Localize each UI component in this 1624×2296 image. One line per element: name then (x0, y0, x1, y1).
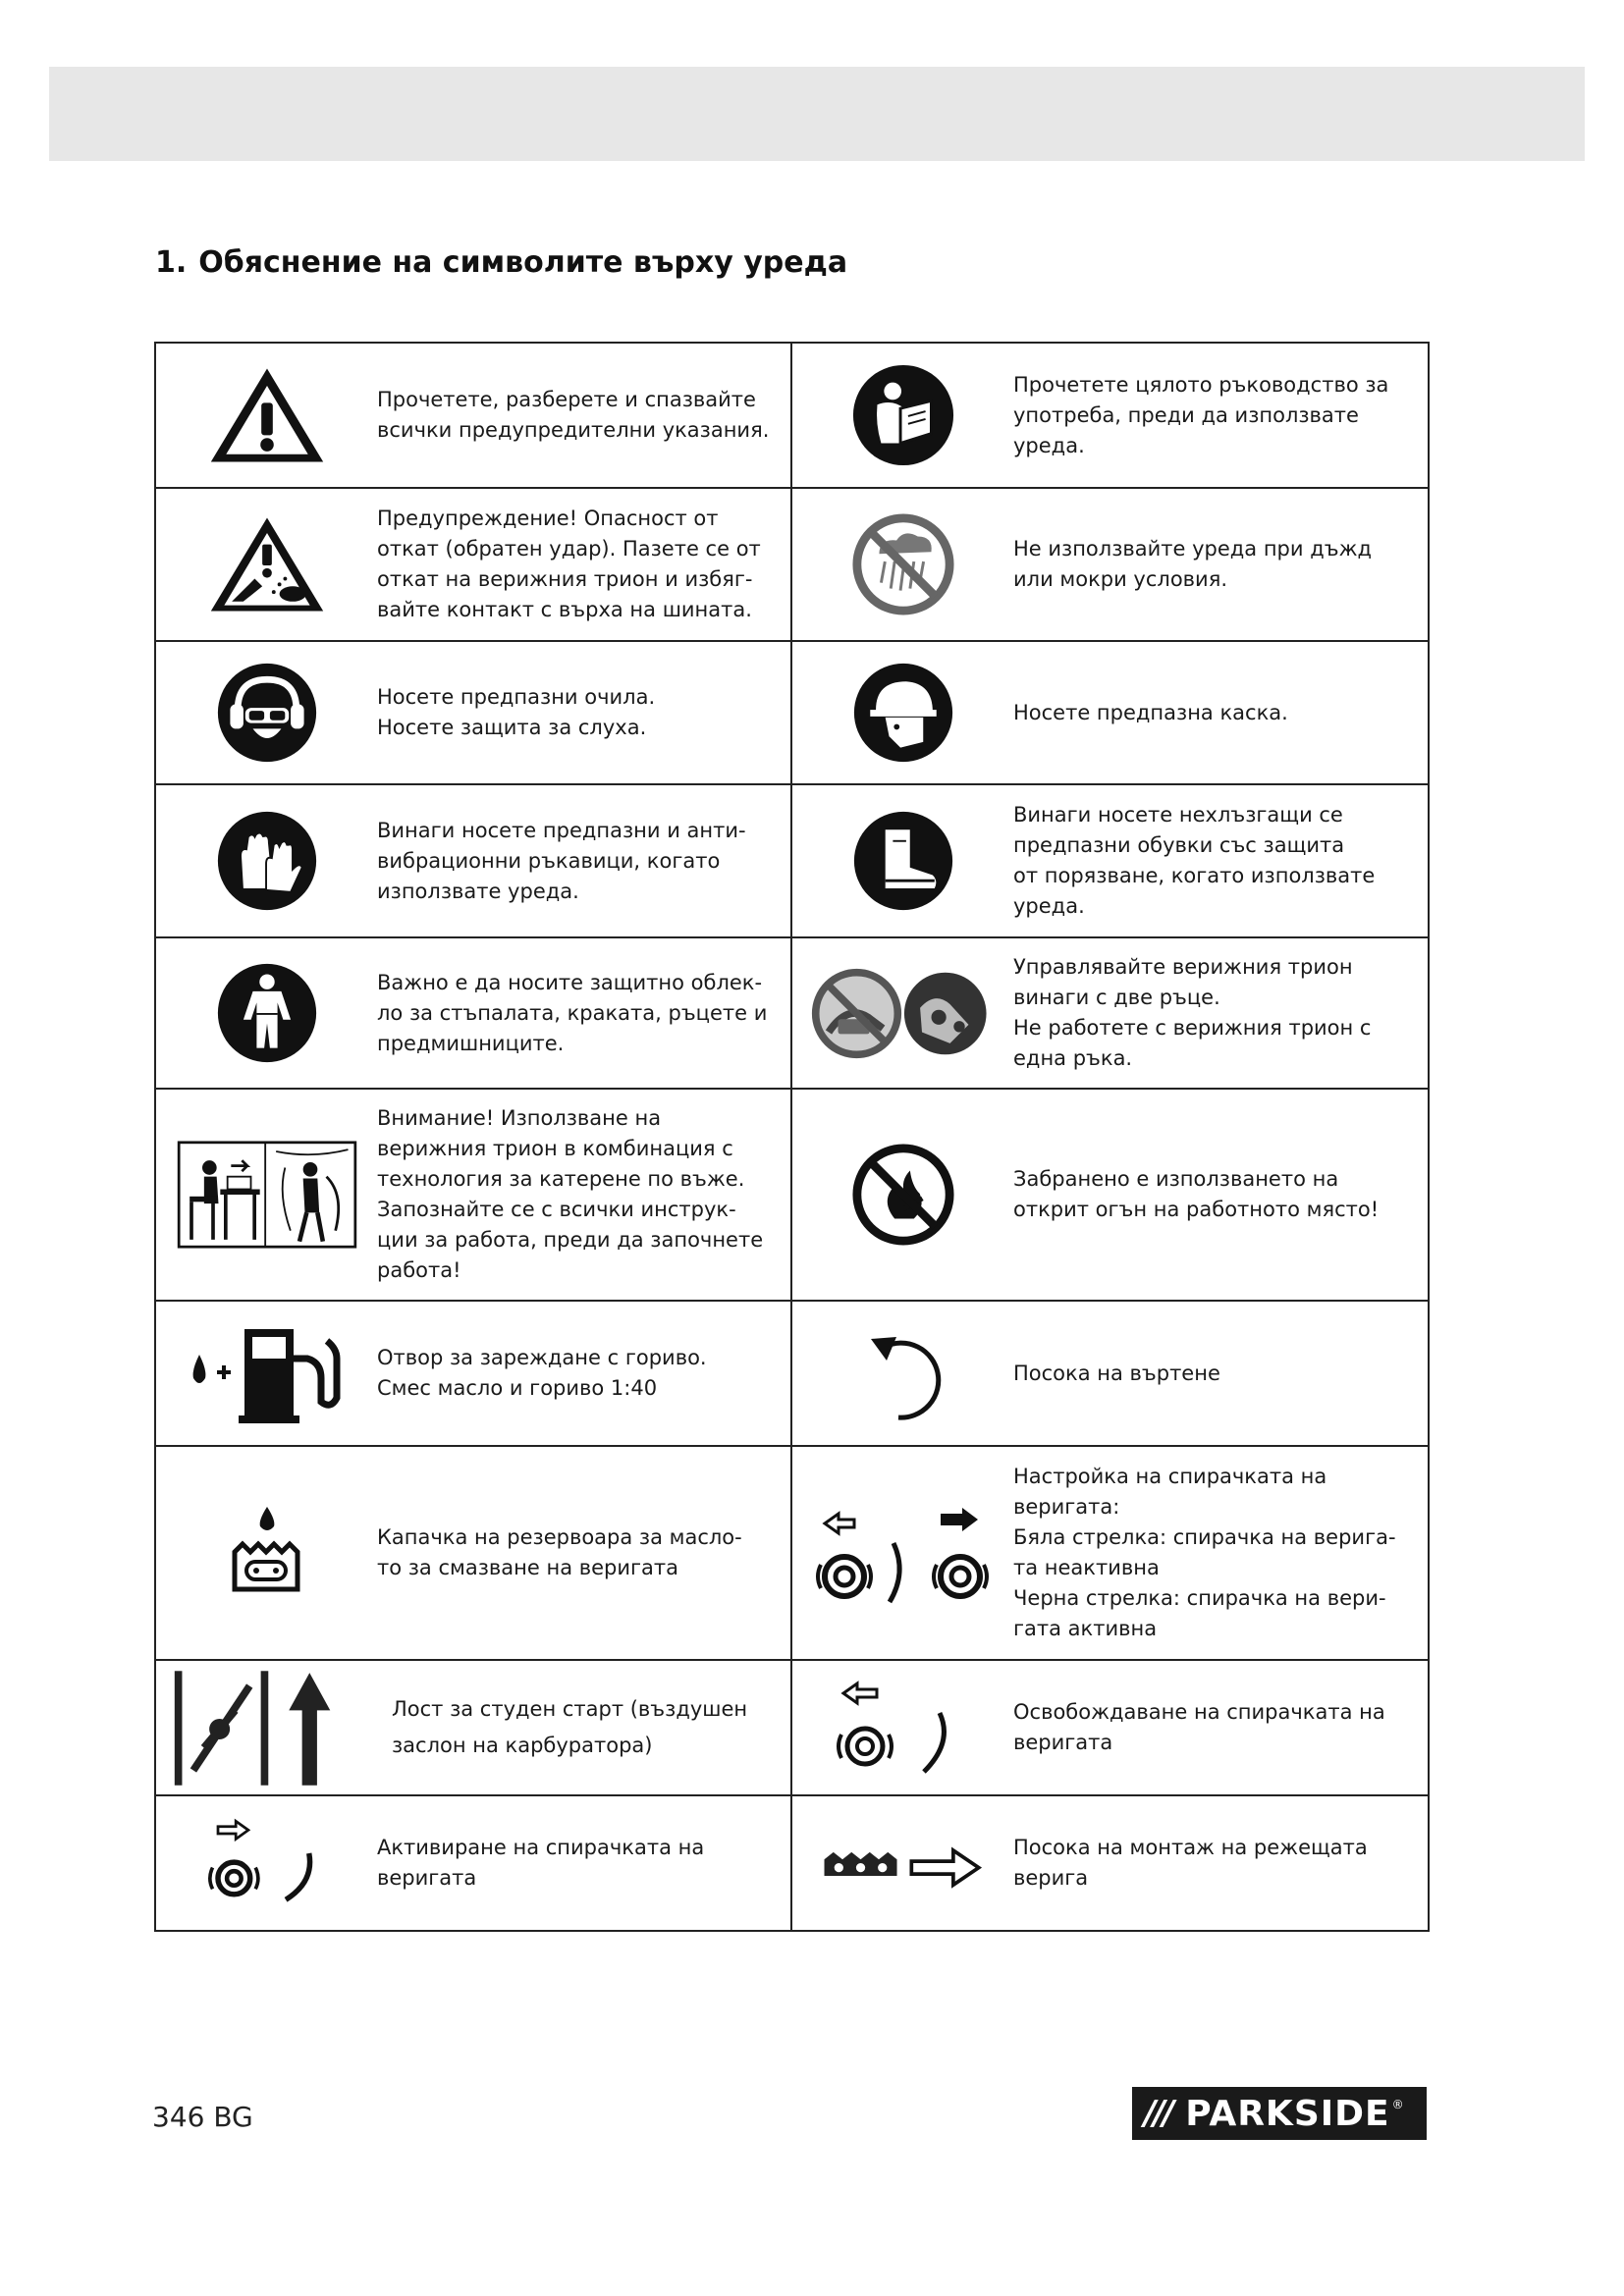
symbol-description: Лост за студен старт (въздушен заслон на карбуратора) (392, 1697, 748, 1757)
chain-direction-icon (817, 1827, 990, 1899)
symbol-description: Капачка на резервоара за масло- то за смазване на веригата (377, 1525, 742, 1579)
logo-text: PARKSIDE (1185, 2093, 1390, 2134)
climbing-training-icon (169, 1141, 365, 1249)
table-row (155, 1301, 1429, 1446)
no-open-fire-icon (850, 1142, 956, 1248)
table-row (155, 937, 1429, 1089)
symbol-cell (155, 641, 791, 784)
symbols-table (154, 342, 1430, 1932)
symbol-cell (155, 488, 791, 641)
symbol-cell (791, 784, 1429, 937)
symbol-cell (791, 488, 1429, 641)
table-row (155, 1446, 1429, 1660)
symbol-cell (791, 937, 1429, 1089)
symbol-description: Управлявайте верижния трион винаги с две ръце. Не работете с верижния трион с една ръка. (1013, 955, 1372, 1070)
symbol-description: Настройка на спирачката на веригата: Бяла стрелка: спирачка на верига- та неактивна Черна стрелка: спирачка на вери- гата активна (1013, 1465, 1396, 1640)
protective-clothing-icon (215, 961, 319, 1065)
parkside-logo (1132, 2087, 1427, 2140)
symbol-description: Прочетете цялото ръководство за употреба, преди да използвате уреда. (1013, 372, 1389, 457)
table-row (155, 343, 1429, 488)
symbol-cell (155, 343, 791, 488)
symbol-description: Носете предпазни очила. Носете защита за слуха. (377, 685, 656, 739)
symbol-cell (155, 1301, 791, 1446)
symbol-description: Посока на въртене (1013, 1361, 1220, 1385)
eye-ear-protection-icon (215, 661, 319, 765)
symbol-cell (791, 641, 1429, 784)
symbol-description: Винаги носете нехлъзгащи се предпазни обувки със защита от порязване, когато използвате уреда. (1013, 803, 1376, 918)
symbol-description: Внимание! Използване на верижния трион в комбинация с технология за катерене по въже. Запознайте се с всички инструк- ции за работа, преди да започнете работа! (377, 1106, 764, 1282)
helmet-icon (851, 661, 955, 765)
kickback-warning-icon (205, 511, 329, 617)
table-row (155, 784, 1429, 937)
table-row (155, 1089, 1429, 1301)
chain-brake-release-icon (830, 1674, 977, 1782)
symbol-description: Важно е да носите защитно облек- ло за стъпалата, краката, ръцете и предмишниците. (377, 970, 768, 1055)
oil-tank-cap-icon (213, 1499, 321, 1607)
symbol-description: Винаги носете предпазни и анти- вибрационни ръкавици, когато използвате уреда. (377, 818, 746, 903)
symbol-description: Отвор за зареждане с гориво. Смес масло и гориво 1:40 (377, 1346, 707, 1400)
section-number: 1. (155, 245, 188, 280)
read-manual-icon (850, 362, 956, 468)
rotation-direction-icon (849, 1319, 957, 1427)
gloves-icon (215, 809, 319, 913)
symbol-cell (791, 1446, 1429, 1660)
header-band (49, 67, 1585, 161)
symbol-description: Не използвайте уреда при дъжд или мокри условия. (1013, 537, 1373, 591)
table-row (155, 1795, 1429, 1931)
symbol-description: Предупреждение! Опасност от откат (обратен удар). Пазете се от откат на верижния трион и избяг- вайте контакт с върха на шината. (377, 507, 761, 621)
symbol-cell (155, 1795, 791, 1931)
warning-triangle-icon (205, 362, 329, 468)
symbol-cell (155, 1660, 791, 1795)
two-hands-icon (810, 967, 997, 1060)
page-number: 346 BG (152, 2101, 253, 2133)
symbol-cell (155, 1089, 791, 1301)
chain-brake-setting-icon (815, 1494, 992, 1612)
symbol-description: Прочетете, разберете и спазвайте всички предупредителни указания. (377, 388, 770, 442)
symbol-description: Носете предпазна каска. (1013, 700, 1288, 724)
table-row (155, 641, 1429, 784)
symbol-cell (791, 343, 1429, 488)
symbol-cell (791, 1660, 1429, 1795)
logo-slashes: /// (1144, 2094, 1172, 2133)
section-title (155, 245, 847, 280)
choke-lever-icon (171, 1667, 377, 1789)
symbol-cell (155, 1446, 791, 1660)
symbol-description: Активиране на спирачката на веригата (377, 1836, 705, 1890)
symbol-description: Освобождаване на спирачката на веригата (1013, 1700, 1385, 1754)
table-row (155, 488, 1429, 641)
symbol-cell (791, 1089, 1429, 1301)
no-rain-icon (850, 511, 956, 617)
section-title-text: Обяснение на символите върху уреда (198, 245, 848, 280)
symbol-description: Забранено е използването на открит огън на работното място! (1013, 1167, 1380, 1221)
symbol-description: Посока на монтаж на режещата верига (1013, 1836, 1368, 1890)
fuel-filler-icon (184, 1319, 351, 1427)
table-row (155, 1660, 1429, 1795)
symbol-cell (791, 1301, 1429, 1446)
chain-brake-activate-icon (193, 1814, 341, 1912)
symbol-cell (155, 784, 791, 937)
symbol-cell (155, 937, 791, 1089)
logo-registered: ® (1391, 2098, 1404, 2111)
safety-boots-icon (851, 809, 955, 913)
symbol-cell (791, 1795, 1429, 1931)
